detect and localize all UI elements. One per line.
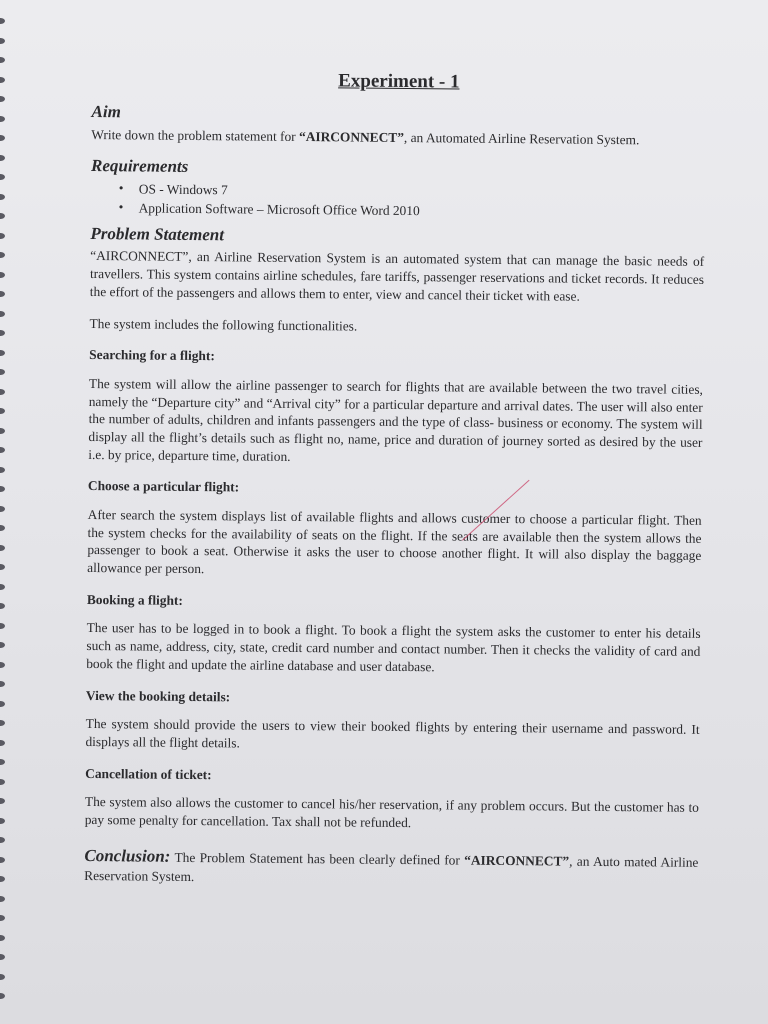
aim-text-part: Write down the problem statement for — [91, 126, 300, 144]
aim-heading: Aim — [91, 102, 121, 122]
section-text-choose: After search the system displays list of available flights and allows customer to choose a particular flight. Then the system checks for the availability of seats on the flight. If the seats are available then the system allows the passenger to book a seat. Otherwise it asks the user to choose another flight. It will also display the baggage allowance per person. — [87, 506, 702, 577]
binding-hole — [0, 486, 5, 492]
binding-hole — [0, 135, 5, 141]
binding-hole — [0, 408, 5, 414]
binding-hole — [0, 740, 5, 746]
conclusion-heading: Conclusion: — [84, 845, 171, 866]
section-text-search: The system will allow the airline passenger to search for flights that are available between the two travel cities, namely the “Departure city” and “Arrival city” for a particular departure and arrival dates. The user will also enter the number of adults, children and infants passengers and the type of class- business or economy. The system will display all the flight’s details such as flight no, name, price and duration of journey sorted as desired by the user i.e. by price, departure time, duration. — [88, 375, 703, 464]
binding-hole — [0, 447, 5, 453]
section-heading-cancel: Cancellation of ticket: — [85, 765, 212, 782]
binding-hole — [0, 954, 5, 960]
binding-hole — [0, 584, 5, 590]
requirements-heading: Requirements — [90, 156, 189, 177]
binding-hole — [0, 291, 5, 297]
problem-intro: “AIRCONNECT”, an Airline Reservation System is an automated system that can manage the basic needs of travellers. This system contains airline schedules, fare tariffs, passenger reservations and ticket records. It reduces the effort of the passengers and allows them to enter, view and cancel their ticket with ease. — [89, 248, 705, 304]
binding-hole — [0, 96, 5, 102]
binding-hole — [0, 272, 5, 278]
binding-hole — [0, 818, 5, 824]
requirement-item — [119, 200, 705, 223]
binding-hole — [0, 681, 5, 687]
binding-hole — [0, 662, 5, 668]
requirements-list — [119, 180, 705, 223]
section-text-booking: The user has to be logged in to book a flight. To book a flight the system asks the customer to enter his details such as name, address, city, state, credit card number and contact number. Then it checks the validity of card and book the flight and update the airline database and user database. — [86, 620, 701, 675]
binding-hole — [0, 428, 5, 434]
binding-hole — [0, 369, 5, 375]
conclusion-text-part: , an Auto mated Airline Reservation System. — [84, 853, 699, 885]
binding-hole — [0, 57, 5, 63]
binding-hole — [0, 252, 5, 258]
aim-text-part: , an Automated Airline Reservation System. — [403, 129, 640, 147]
binding-hole — [0, 174, 5, 180]
binding-hole — [0, 506, 5, 512]
binding-hole — [0, 194, 5, 200]
section-heading-booking: Booking a flight: — [86, 591, 183, 608]
binding-hole — [0, 564, 5, 570]
document-body — [84, 66, 706, 891]
binding-hole — [0, 18, 5, 24]
binding-hole — [0, 876, 5, 882]
binding-hole — [0, 857, 5, 863]
binding-hole — [0, 915, 5, 921]
binding-hole — [0, 525, 5, 531]
bullet-icon: • — [118, 199, 124, 215]
binding-hole — [0, 155, 5, 161]
section-heading-view: View the booking details: — [85, 687, 231, 704]
binding-hole — [0, 701, 5, 707]
problem-heading: Problem Statement — [90, 224, 225, 245]
conclusion — [84, 845, 698, 891]
binding-hole — [0, 798, 5, 804]
binding-hole — [0, 233, 5, 239]
aim-text — [91, 126, 705, 150]
binding-hole — [0, 116, 5, 122]
binding-hole — [0, 993, 5, 999]
binding-hole — [0, 350, 5, 356]
binding-hole — [0, 330, 5, 336]
binding-hole — [0, 311, 5, 317]
aim-product-name: “AIRCONNECT” — [298, 128, 405, 145]
section-heading-search: Searching for a flight: — [89, 347, 215, 364]
section-heading-choose: Choose a particular flight: — [87, 478, 240, 495]
bullet-icon: • — [118, 179, 124, 195]
binding-hole — [0, 603, 5, 609]
binding-hole — [0, 837, 5, 843]
page-title: Experiment - 1 — [338, 70, 460, 93]
binding-hole — [0, 389, 5, 395]
binding-hole — [0, 974, 5, 980]
binding-hole — [0, 779, 5, 785]
binding-holes — [0, 0, 14, 1024]
binding-hole — [0, 467, 5, 473]
section-text-cancel: The system also allows the customer to cancel his/her reservation, if any problem occurs. But the customer has to pay some penalty for cancellation. Tax shall not be refunded. — [84, 794, 699, 831]
conclusion-product-name: “AIRCONNECT” — [464, 852, 570, 869]
requirement-text: OS - Windows 7 — [138, 181, 228, 197]
functionalities-intro: The system includes the following functionalities. — [89, 315, 358, 334]
conclusion-text-part: The Problem Statement has been clearly defined for — [170, 849, 465, 868]
binding-hole — [0, 38, 5, 44]
binding-hole — [0, 77, 5, 83]
binding-hole — [0, 935, 5, 941]
binding-hole — [0, 896, 5, 902]
requirement-text: Application Software – Microsoft Office Word 2010 — [138, 200, 420, 219]
binding-hole — [0, 213, 5, 219]
section-text-view: The system should provide the users to view their booked flights by entering their username and password. It displays all the flight details. — [85, 716, 700, 751]
binding-hole — [0, 545, 5, 551]
binding-hole — [0, 642, 5, 648]
binding-hole — [0, 623, 5, 629]
binding-hole — [0, 759, 5, 765]
binding-hole — [0, 720, 5, 726]
